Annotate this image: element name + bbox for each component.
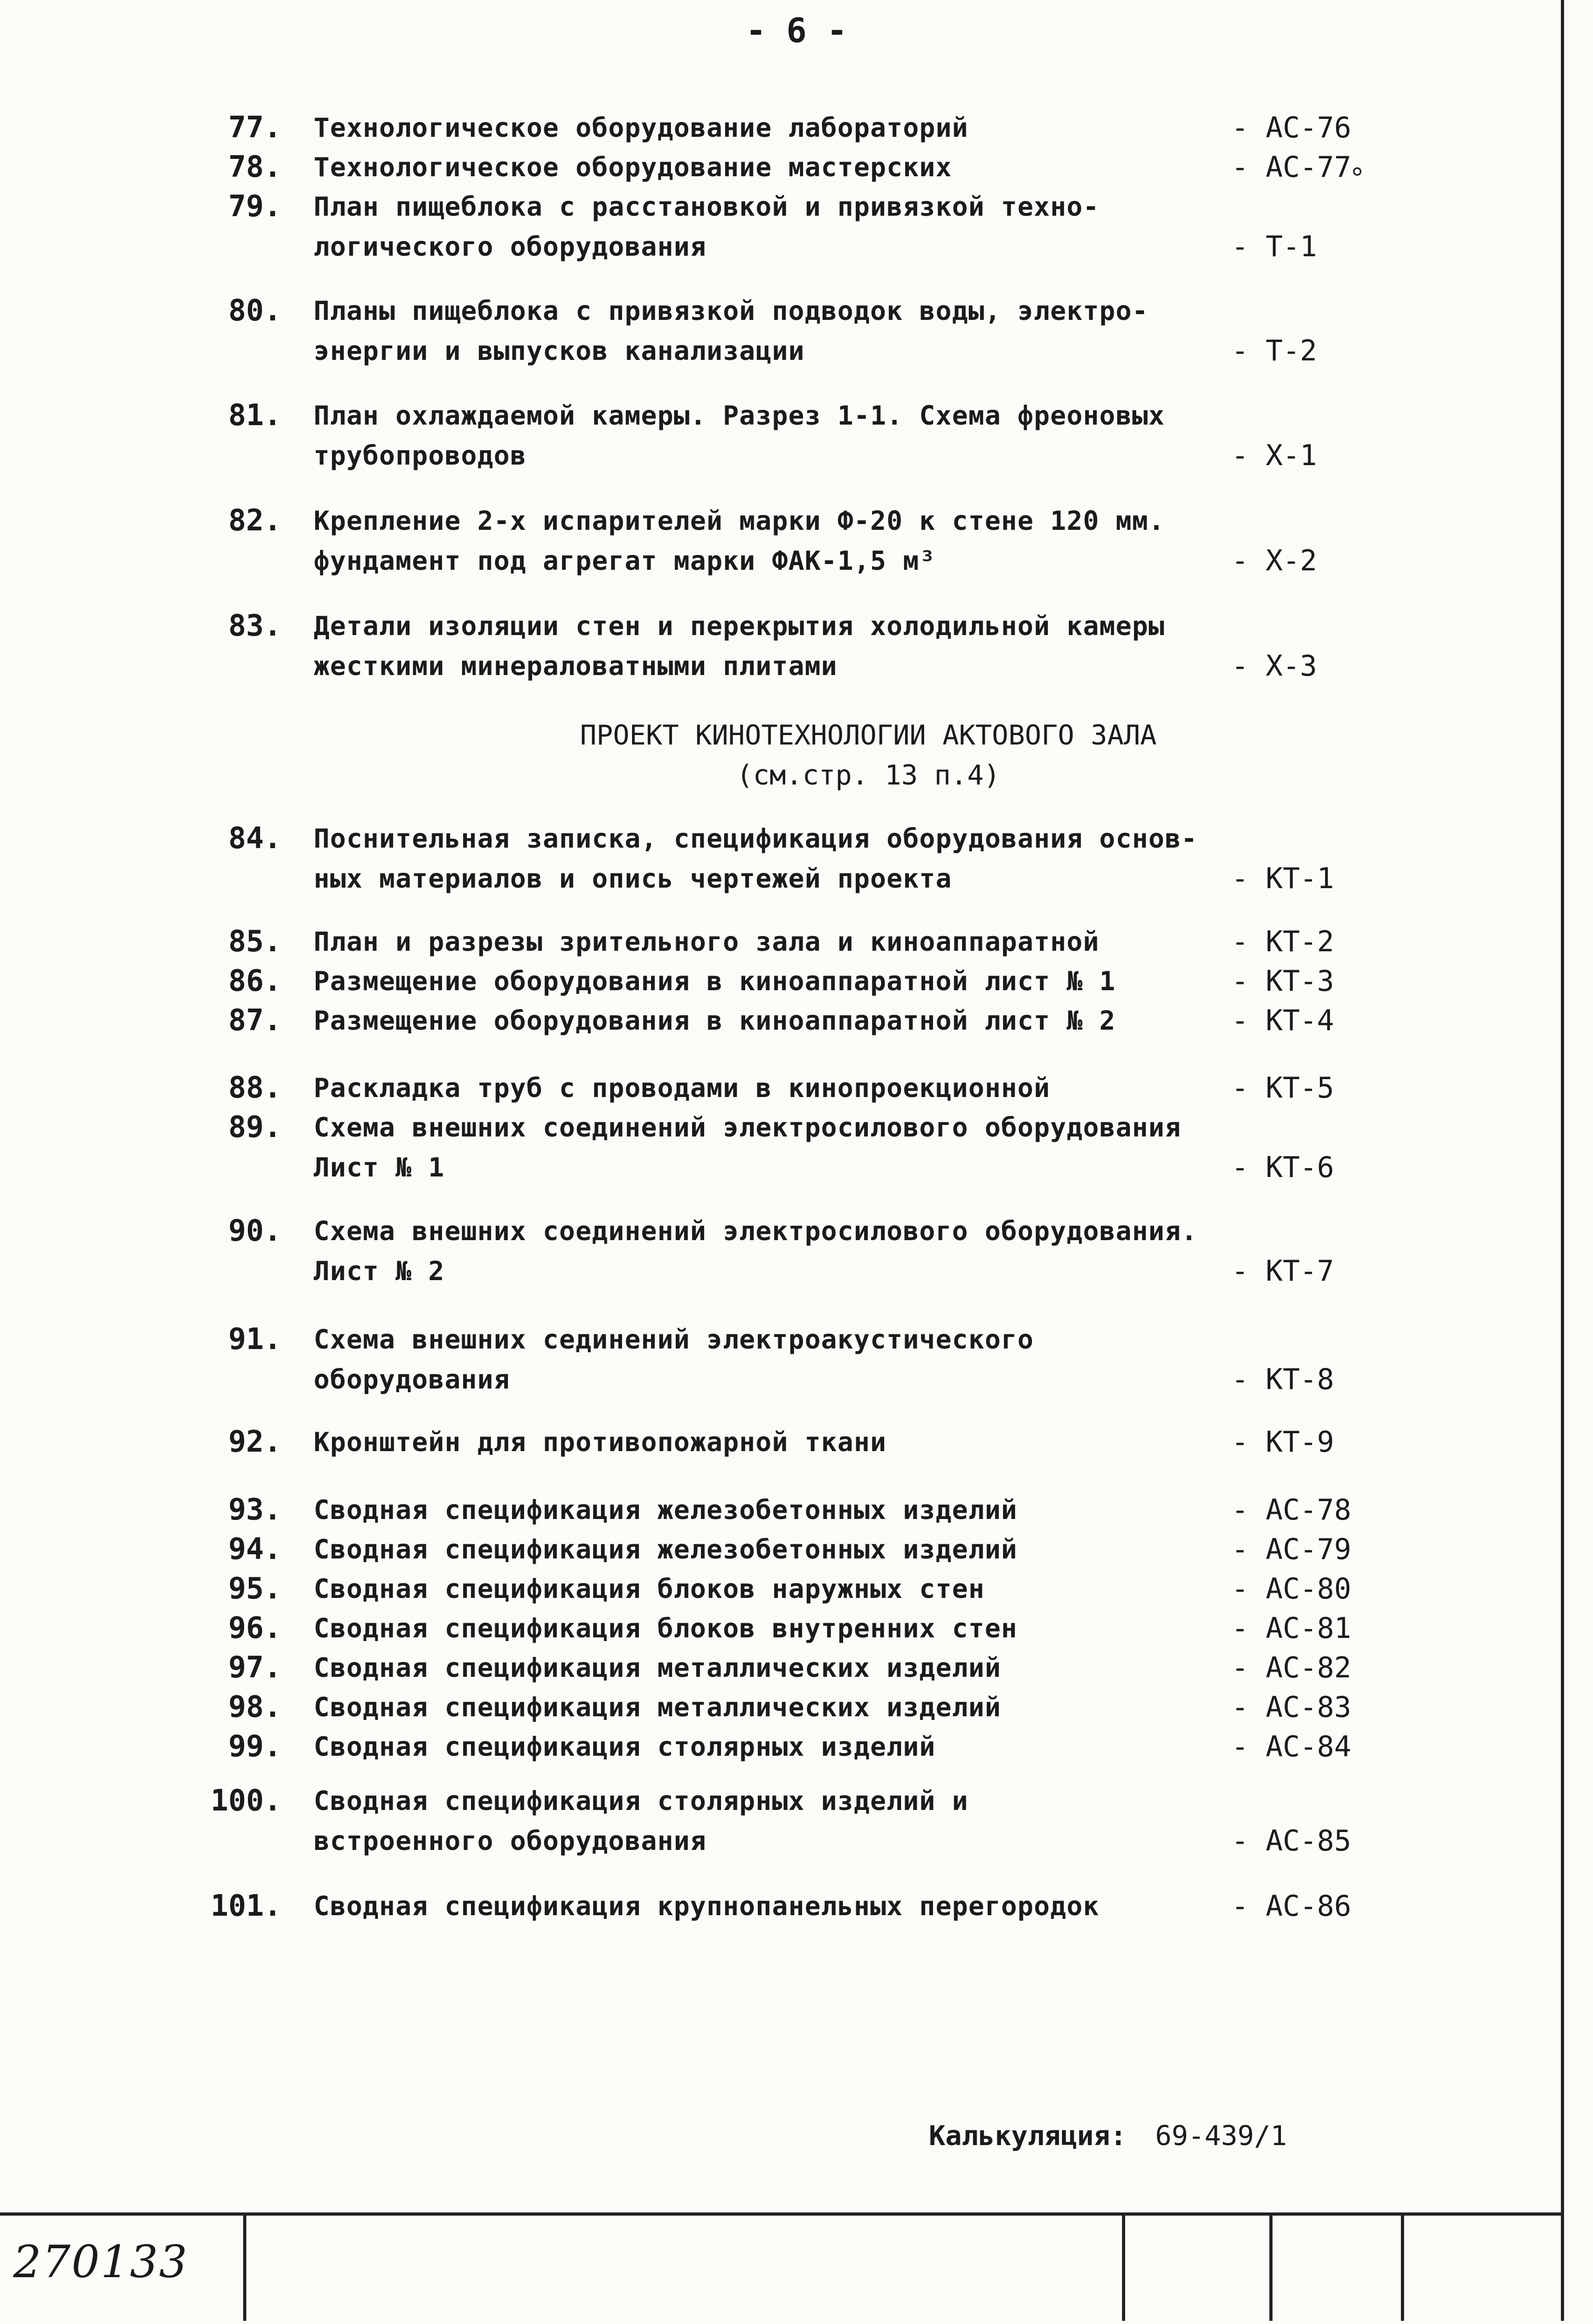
item-code: - КТ-2 <box>1231 925 1335 958</box>
item-title: Сводная спецификация железобетонных изделий <box>314 1495 1018 1525</box>
item-title: Размещение оборудования в киноаппаратной лист № 2 <box>314 1005 1116 1036</box>
item-code: - КТ-3 <box>1231 964 1335 998</box>
calculation-label: Калькуляция: <box>929 2120 1127 2152</box>
item-title: План пищеблока с расстановкой и привязкой техно- логического оборудования <box>314 192 1099 262</box>
item-number: 77. <box>228 110 282 145</box>
item-number: 81. <box>228 398 282 432</box>
item-number: 101. <box>211 1889 282 1923</box>
item-title: Сводная спецификация железобетонных изделий <box>314 1534 1018 1565</box>
item-number: 87. <box>228 1003 282 1038</box>
item-title: Поснительная записка, спецификация оборудования основ- ных материалов и опись чертежей проекта <box>314 823 1198 894</box>
item-code: - АС-79 <box>1231 1533 1351 1566</box>
item-code: - АС-84 <box>1231 1730 1351 1763</box>
item-title: Сводная спецификация столярных изделий <box>314 1732 936 1762</box>
item-code: - АС-78 <box>1231 1493 1351 1526</box>
section-heading-reference: (см.стр. 13 п.4) <box>736 760 1000 791</box>
item-number: 89. <box>228 1110 282 1144</box>
item-title: Схема внешних сединений электроакустического оборудования <box>314 1324 1034 1395</box>
item-number: 83. <box>228 609 282 643</box>
item-title: Сводная спецификация крупнопанельных перегородок <box>314 1891 1099 1921</box>
item-number: 91. <box>228 1322 282 1356</box>
item-number: 97. <box>228 1651 282 1685</box>
item-title: План и разрезы зрительного зала и киноаппаратной <box>314 927 1099 957</box>
item-number: 78. <box>228 150 282 184</box>
item-title: Схема внешних соединений электросилового оборудования. Лист № 2 <box>314 1216 1198 1286</box>
item-code: - КТ-4 <box>1231 1004 1335 1037</box>
item-title: Раскладка труб с проводами в кинопроекционной <box>314 1073 1050 1103</box>
item-number: 82. <box>228 504 282 538</box>
item-title: Сводная спецификация металлических изделий <box>314 1653 1001 1683</box>
item-code: - Т-1 <box>1231 230 1317 263</box>
item-code: - КТ-8 <box>1231 1363 1335 1396</box>
item-title: План охлаждаемой камеры. Разрез 1-1. Схема фреоновых трубопроводов <box>314 400 1165 471</box>
item-number: 86. <box>228 964 282 998</box>
item-code: - АС-80 <box>1231 1572 1351 1605</box>
title-block-cell <box>1401 2216 1564 2321</box>
title-block-cell <box>1122 2216 1273 2321</box>
item-title: Сводная спецификация блоков внутренних стен <box>314 1613 1018 1644</box>
item-number: 92. <box>228 1425 282 1459</box>
item-code: - КТ-7 <box>1231 1254 1335 1287</box>
item-number: 80. <box>228 294 282 328</box>
item-number: 95. <box>228 1572 282 1606</box>
item-title: Крепление 2-х испарителей марки Ф-20 к стене 120 мм. фундамент под агрегат марки ФАК-1,5 м³ <box>314 506 1165 576</box>
item-title: Размещение оборудования в киноаппаратной лист № 1 <box>314 966 1116 997</box>
item-title: Сводная спецификация столярных изделий и встроенного оборудования <box>314 1786 969 1856</box>
section-heading <box>474 716 1263 796</box>
item-code: - Х-2 <box>1231 544 1317 577</box>
item-number: 93. <box>228 1493 282 1527</box>
item-number: 100. <box>211 1784 282 1818</box>
page-number: - 6 - <box>746 12 847 51</box>
item-number: 88. <box>228 1071 282 1105</box>
item-title: Технологическое оборудование мастерских <box>314 152 952 183</box>
item-number: 98. <box>228 1690 282 1724</box>
item-code: - Т-2 <box>1231 334 1317 367</box>
item-title: Технологическое оборудование лабораторий <box>314 113 969 143</box>
item-title: Схема внешних соединений электросилового оборудования Лист № 1 <box>314 1112 1181 1183</box>
item-number: 79. <box>228 189 282 224</box>
item-number: 94. <box>228 1532 282 1566</box>
section-heading-title: ПРОЕКТ КИНОТЕХНОЛОГИИ АКТОВОГО ЗАЛА <box>580 720 1157 751</box>
title-block-cell <box>1269 2216 1404 2321</box>
item-code: - КТ-6 <box>1231 1151 1335 1184</box>
item-title: Детали изоляции стен и перекрытия холодильной камеры жесткими минераловатными плитами <box>314 611 1165 681</box>
item-number: 90. <box>228 1214 282 1248</box>
item-code: - КТ-9 <box>1231 1425 1335 1458</box>
inventory-number: 270133 <box>13 2236 188 2288</box>
item-number: 84. <box>228 821 282 856</box>
item-title: Сводная спецификация блоков наружных стен <box>314 1574 985 1604</box>
item-code: - АС-82 <box>1231 1651 1351 1684</box>
item-code: - КТ-1 <box>1231 862 1335 895</box>
item-number: 96. <box>228 1611 282 1645</box>
title-block-cell <box>243 2216 1125 2321</box>
item-code: - Х-1 <box>1231 439 1317 472</box>
item-code: - Х-3 <box>1231 649 1317 682</box>
item-number: 85. <box>228 924 282 959</box>
calculation-value: 69-439/1 <box>1155 2120 1287 2152</box>
item-code: - АС-83 <box>1231 1691 1351 1724</box>
item-code: - АС-86 <box>1231 1889 1351 1923</box>
item-number: 99. <box>228 1729 282 1764</box>
item-code: - КТ-5 <box>1231 1071 1335 1104</box>
item-code: - АС-81 <box>1231 1612 1351 1645</box>
item-title: Сводная спецификация металлических изделий <box>314 1692 1001 1723</box>
item-code: - АС-85 <box>1231 1824 1351 1857</box>
item-code: - АС-76 <box>1231 111 1351 144</box>
item-code: - АС-77 <box>1231 150 1351 184</box>
item-title: Планы пищеблока с привязкой подводок воды, электро- энергии и выпусков канализации <box>314 296 1149 366</box>
item-title: Кронштейн для противопожарной ткани <box>314 1427 887 1457</box>
